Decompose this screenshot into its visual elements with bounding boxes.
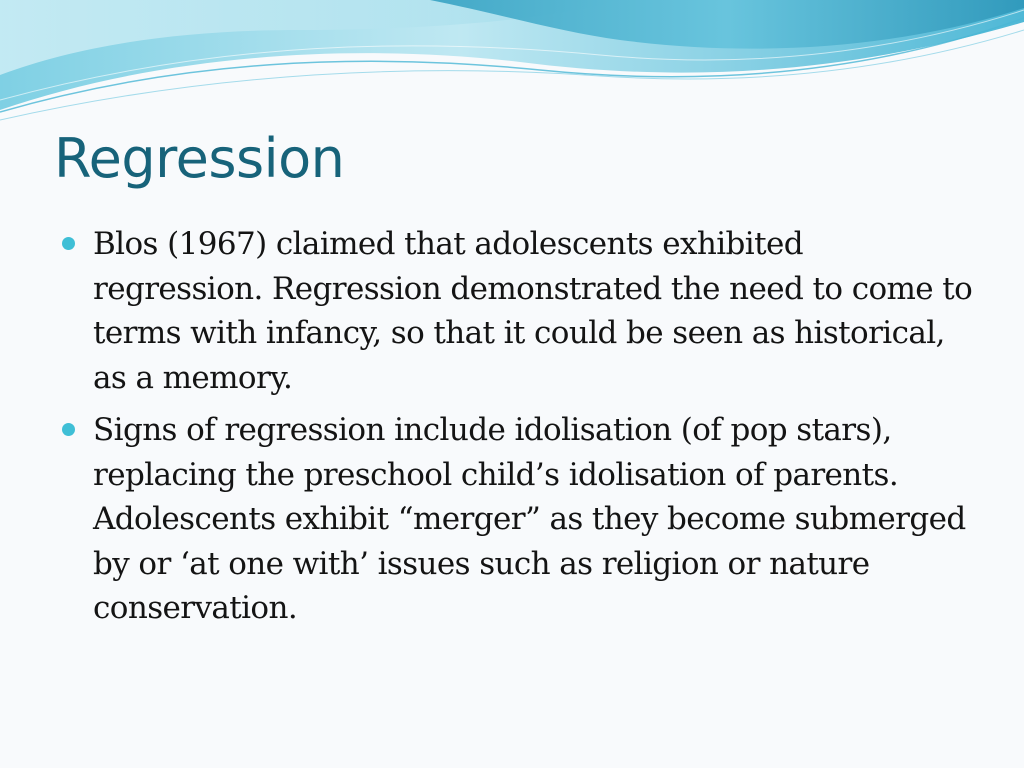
bullet-text: Blos (1967) claimed that adolescents exhibited regression. Regression demonstrated the need to come to terms with infancy, so that it could be seen as historical, as a memory. <box>93 226 973 396</box>
bullet-item <box>60 408 980 631</box>
bullet-text: Signs of regression include idolisation (of pop stars), replacing the preschool child’s idolisation of parents. Adolescents exhibit “merger” as they become submerged by or ‘at one with’ issues such as religion or nature conservation. <box>93 412 966 626</box>
bullet-icon <box>62 423 75 436</box>
bullet-list <box>60 222 980 639</box>
slide-title: Regression <box>54 127 345 190</box>
decorative-wave-header <box>0 0 1024 130</box>
bullet-item <box>60 222 980 400</box>
bullet-icon <box>62 237 75 250</box>
